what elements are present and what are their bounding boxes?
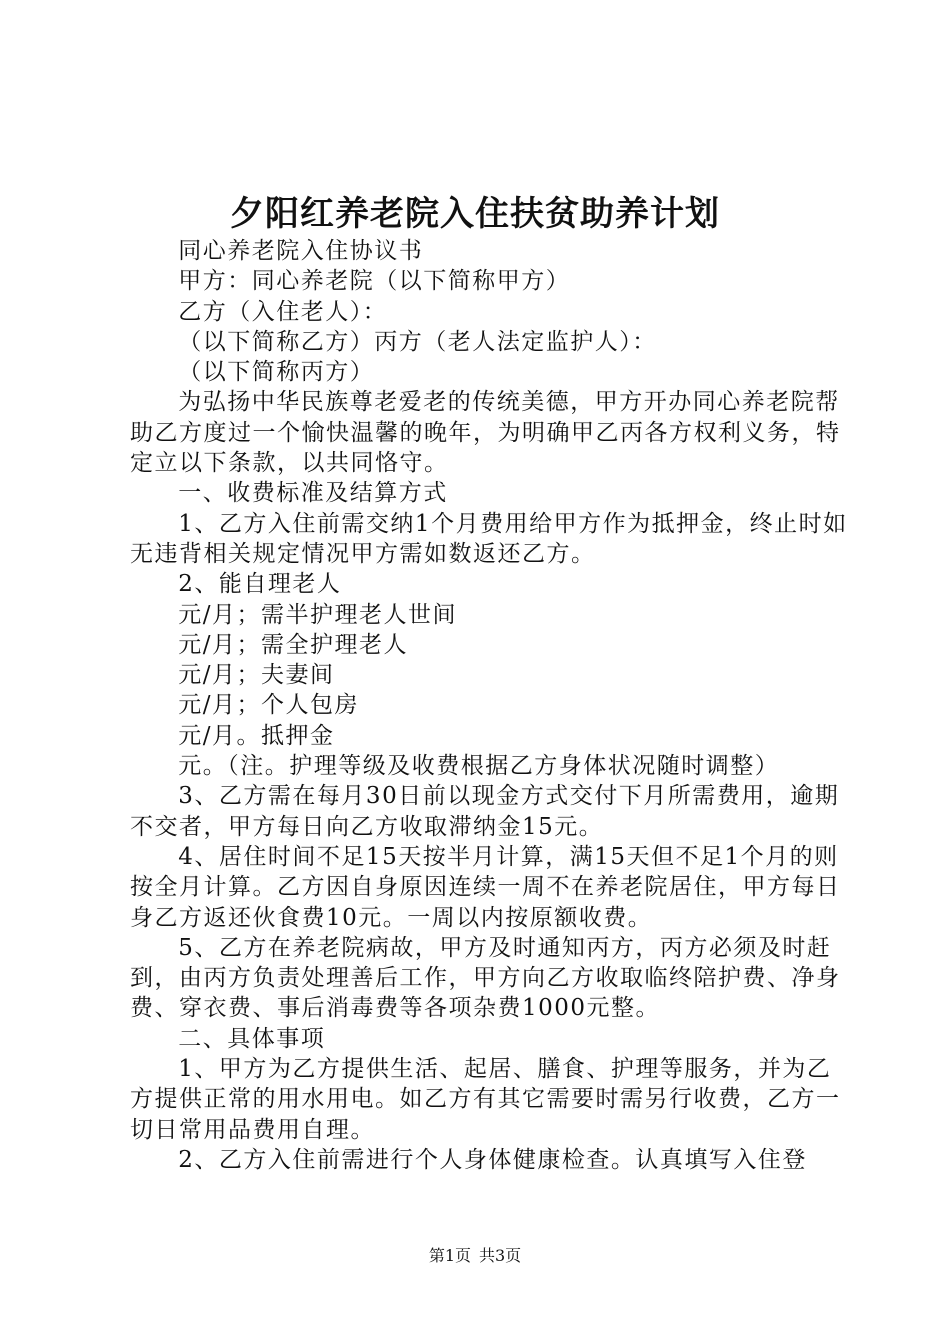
paragraph: 同心养老院入住协议书: [178, 238, 424, 264]
section-heading: 一、收费标准及结算方式: [178, 480, 448, 507]
paragraph: 乙方（入住老人）：: [178, 298, 388, 325]
section-heading: 二、具体事项: [178, 1025, 326, 1052]
document-body: [130, 236, 850, 1175]
paragraph: 5、乙方在养老院病故，甲方及时通知丙方，丙方必须及时赶到，由丙方负责处理善后工作，甲方向乙方收取临终陪护费、净身费、穿衣费、事后消毒费等各项杂费1000元整。: [130, 934, 841, 1022]
paragraph: 2、乙方入住前需进行个人身体健康检查。认真填写入住登: [178, 1146, 807, 1173]
paragraph: （以下简称丙方）: [178, 359, 375, 386]
page-footer: [0, 1243, 950, 1266]
paragraph: 元/月；夫妻间: [178, 662, 335, 689]
paragraph: 2、能自理老人: [178, 571, 342, 598]
paragraph: 为弘扬中华民族尊老爱老的传统美德，甲方开办同心养老院帮助乙方度过一个愉快温馨的晚年，为明确甲乙丙各方权利义务，特定立以下条款，以共同恪守。: [130, 389, 841, 477]
paragraph: 4、居住时间不足15天按半月计算，满15天但不足1个月的则按全月计算。乙方因自身原因连续一周不在养老院居住，甲方每日身乙方返还伙食费10元。一周以内按原额收费。: [130, 843, 841, 931]
page-total: 共3页: [479, 1246, 522, 1265]
paragraph: 元/月；需全护理老人: [178, 631, 409, 658]
paragraph: 甲方：同心养老院（以下简称甲方）: [178, 268, 571, 295]
page-number: 第1页: [428, 1246, 471, 1265]
paragraph: （以下简称乙方）丙方（老人法定监护人）：: [178, 328, 657, 355]
paragraph: 元/月；个人包房: [178, 692, 360, 719]
document-title: 夕阳红养老院入住扶贫助养计划: [230, 194, 720, 234]
paragraph: 元/月；需半护理老人世间: [178, 601, 458, 628]
paragraph: 1、乙方入住前需交纳1个月费用给甲方作为抵押金，终止时如无违背相关规定情况甲方需如数返还乙方。: [130, 510, 848, 567]
paragraph: 1、甲方为乙方提供生活、起居、膳食、护理等服务，并为乙方提供正常的用水用电。如乙方有其它需要时需另行收费，乙方一切日常用品费用自理。: [130, 1056, 841, 1143]
paragraph: 元/月。抵押金: [178, 722, 335, 749]
paragraph: 元。（注。护理等级及收费根据乙方身体状况随时调整）: [178, 753, 780, 780]
paragraph: 3、乙方需在每月30日前以现金方式交付下月所需费用，逾期不交者，甲方每日向乙方收取滞纳金15元。: [130, 783, 840, 840]
